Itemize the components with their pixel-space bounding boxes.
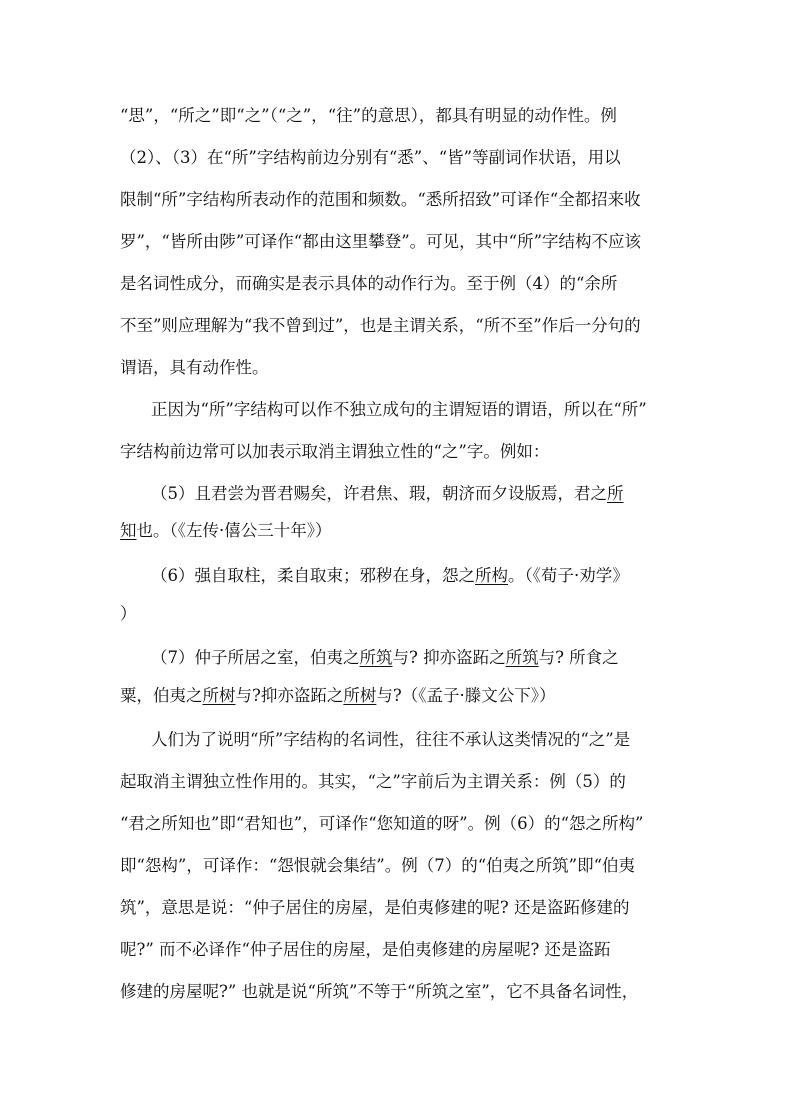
text-segment: 修建的房屋呢?” 也就是说“所筑”不等于“所筑之室”，它不具备名词性，	[120, 982, 639, 1001]
text-segment: 起取消主谓独立性作用的。其实，“之”字前后为主谓关系：例（5）的	[120, 772, 626, 791]
example-7-line-2	[120, 684, 680, 708]
underlined-term: 所树	[202, 686, 236, 705]
text-line-20	[120, 896, 680, 920]
text-segment: 与?（《孟子·滕文公下》）	[376, 686, 556, 705]
text-segment: 谓语，具有动作性。	[120, 358, 269, 377]
text-segment: 。（《荀子·劝学》	[508, 566, 629, 585]
text-segment: 与? 所食之	[538, 648, 619, 667]
text-segment: （5）且君尝为晋君赐矣，许君焦、瑕，朝济而夕设版焉，君之	[151, 484, 607, 503]
text-segment: “思”，“所之”即“之”（“之”，“往”的意思），都具有明显的动作性。例	[120, 106, 617, 125]
text-line-5	[120, 272, 680, 296]
underlined-term: 所	[607, 484, 624, 503]
text-segment: 不至”则应理解为“我不曾到过”，也是主谓关系，“所不至”作后一分句的	[120, 316, 641, 335]
text-line-16	[151, 728, 681, 752]
example-6-line-1	[151, 564, 681, 588]
text-line-4	[120, 230, 680, 254]
example-7-line-1	[151, 646, 681, 670]
text-segment: （7）仲子所居之室，伯夷之	[151, 648, 360, 667]
text-segment: 粟，伯夷之	[120, 686, 203, 705]
text-line-1	[120, 104, 680, 128]
underlined-term: 所筑	[505, 648, 539, 667]
example-5-line-2	[120, 519, 680, 543]
text-segment: 即“怨构”，可译作：“怨恨就会集结”。例（7）的“伯夷之所筑”即“伯夷	[120, 856, 636, 875]
text-line-21	[120, 938, 680, 962]
example-5-line-1	[151, 482, 681, 506]
text-segment: 字结构前边常可以加表示取消主谓独立性的“之”字。例如：	[120, 442, 550, 461]
underlined-term: 所筑	[359, 648, 393, 667]
text-segment: （6）强自取柱，柔自取束；邪秽在身，怨之	[151, 566, 475, 585]
underlined-term: 知	[120, 521, 137, 540]
text-line-3	[120, 188, 680, 212]
text-segment: 是名词性成分，而确实是表示具体的动作行为。至于例（4）的“余所	[120, 274, 618, 293]
text-line-7	[120, 356, 680, 380]
text-segment: 罗”，“皆所由陟”可译作“都由这里攀登”。可见，其中“所”字结构不应该	[120, 232, 642, 251]
underlined-term: 所树	[343, 686, 377, 705]
text-segment: 筑”，意思是说：“仲子居住的房屋，是伯夷修建的呢? 还是盗跖修建的	[120, 898, 630, 917]
text-segment: “君之所知也”即“君知也”，可译作“您知道的呀”。例（6）的“怨之所构”	[120, 814, 644, 833]
text-line-18	[120, 812, 680, 836]
text-line-8	[151, 398, 681, 422]
text-line-17	[120, 770, 680, 794]
text-segment: 也。（《左传·僖公三十年》）	[136, 521, 332, 540]
text-segment: 与? 抑亦盗跖之	[392, 648, 506, 667]
text-line-22	[120, 980, 680, 1004]
text-segment: 与?抑亦盗跖之	[235, 686, 344, 705]
text-segment: 限制“所”字结构所表动作的范围和频数。“悉所招致”可译作“全都招来收	[120, 190, 641, 209]
underlined-term: 所构	[475, 566, 508, 585]
text-line-6	[120, 314, 680, 338]
text-line-9	[120, 440, 680, 464]
text-segment: 正因为“所”字结构可以作不独立成句的主谓短语的谓语，所以在“所”	[151, 400, 647, 419]
text-line-2	[120, 146, 680, 170]
text-segment: 呢?” 而不必译作“仲子居住的房屋，是伯夷修建的房屋呢? 还是盗跖	[120, 940, 611, 959]
text-line-19	[120, 854, 680, 878]
text-segment: 人们为了说明“所”字结构的名词性，往往不承认这类情况的“之”是	[151, 730, 631, 749]
example-6-line-2	[120, 602, 680, 626]
text-segment: （2）、（3）在“所”字结构前边分别有“悉”、“皆”等副词作状语，用以	[120, 148, 621, 167]
text-segment: ）	[120, 604, 137, 623]
